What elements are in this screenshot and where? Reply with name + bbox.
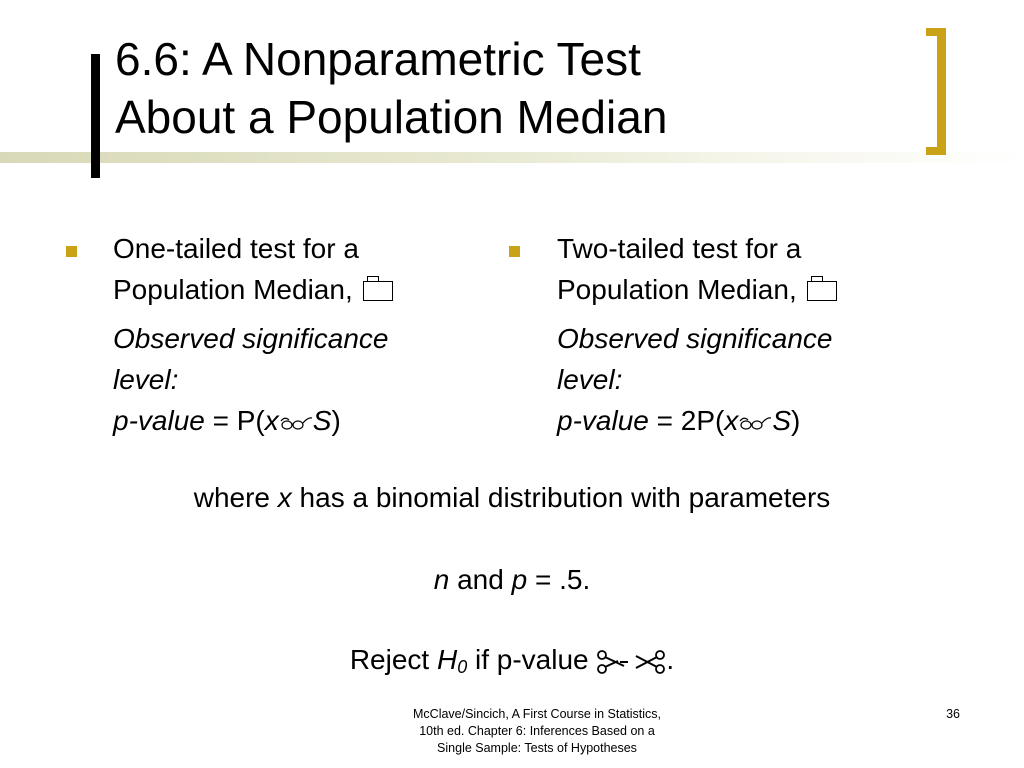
two-tailed-osl-line1: Observed significance (557, 323, 833, 354)
one-tailed-heading (113, 228, 463, 310)
footer-citation (387, 706, 687, 757)
footer-line-3: Single Sample: Tests of Hypotheses (437, 741, 637, 755)
hypothesis-h: H (436, 644, 458, 675)
page-number: 36 (946, 707, 960, 721)
reject-end: . (666, 644, 675, 675)
var-s: S (312, 405, 332, 436)
reject-pre: Reject (349, 644, 437, 675)
pvalue-label: p-value (113, 405, 205, 436)
two-tailed-osl-line2: level: (557, 364, 623, 395)
right-bracket-decoration (926, 28, 946, 155)
folder-icon (363, 281, 393, 301)
hypothesis-sub: 0 (457, 657, 468, 677)
pvalue-equals: = P( (204, 405, 265, 436)
title-line-1: 6.6: A Nonparametric Test (115, 33, 641, 85)
one-tailed-heading-line2: Population Median, (113, 274, 353, 305)
param-p: p (511, 564, 528, 595)
one-tailed-pvalue (113, 400, 463, 441)
two-tailed-heading-line2: Population Median, (557, 274, 797, 305)
where-var-x: x (277, 482, 292, 513)
two-tailed-heading-line1: Two-tailed test for a (557, 233, 802, 264)
param-and: and (449, 564, 512, 595)
close-paren: ) (331, 405, 341, 436)
scissors-icon (596, 649, 666, 675)
var-x: x (264, 405, 279, 436)
close-paren: ) (791, 405, 801, 436)
two-tailed-column (557, 228, 907, 441)
footer-line-2: 10th ed. Chapter 6: Inferences Based on a (419, 724, 655, 738)
var-x: x (724, 405, 739, 436)
where-post: has a binomial distribution with parameters (291, 482, 831, 513)
one-tailed-osl-line2: level: (113, 364, 179, 395)
two-tailed-pvalue (557, 400, 907, 441)
param-n: n (433, 564, 450, 595)
one-tailed-osl (113, 318, 463, 400)
two-tailed-osl (557, 318, 907, 400)
one-tailed-heading-line1: One-tailed test for a (113, 233, 359, 264)
var-s: S (772, 405, 792, 436)
one-tailed-osl-line1: Observed significance (113, 323, 389, 354)
title-band (0, 152, 1024, 163)
two-tailed-heading (557, 228, 907, 310)
one-tailed-column (113, 228, 463, 441)
folder-icon (807, 281, 837, 301)
bullet-square-icon (509, 246, 520, 257)
footer-line-1: McClave/Sincich, A First Course in Statistics, (413, 707, 661, 721)
eyeglasses-icon (738, 415, 772, 431)
eyeglasses-icon (279, 415, 313, 431)
left-bracket-decoration (91, 54, 100, 178)
binomial-statement (0, 481, 1024, 515)
title-line-2: About a Population Median (115, 91, 668, 143)
where-pre: where (193, 482, 278, 513)
pvalue-equals: = 2P( (648, 405, 725, 436)
pvalue-label: p-value (557, 405, 649, 436)
reject-post: if p-value (467, 644, 597, 675)
parameters-statement (0, 563, 1024, 597)
reject-rule (0, 643, 1024, 677)
param-rest: = .5. (527, 564, 591, 595)
bullet-square-icon (66, 246, 77, 257)
slide-title (115, 30, 915, 146)
